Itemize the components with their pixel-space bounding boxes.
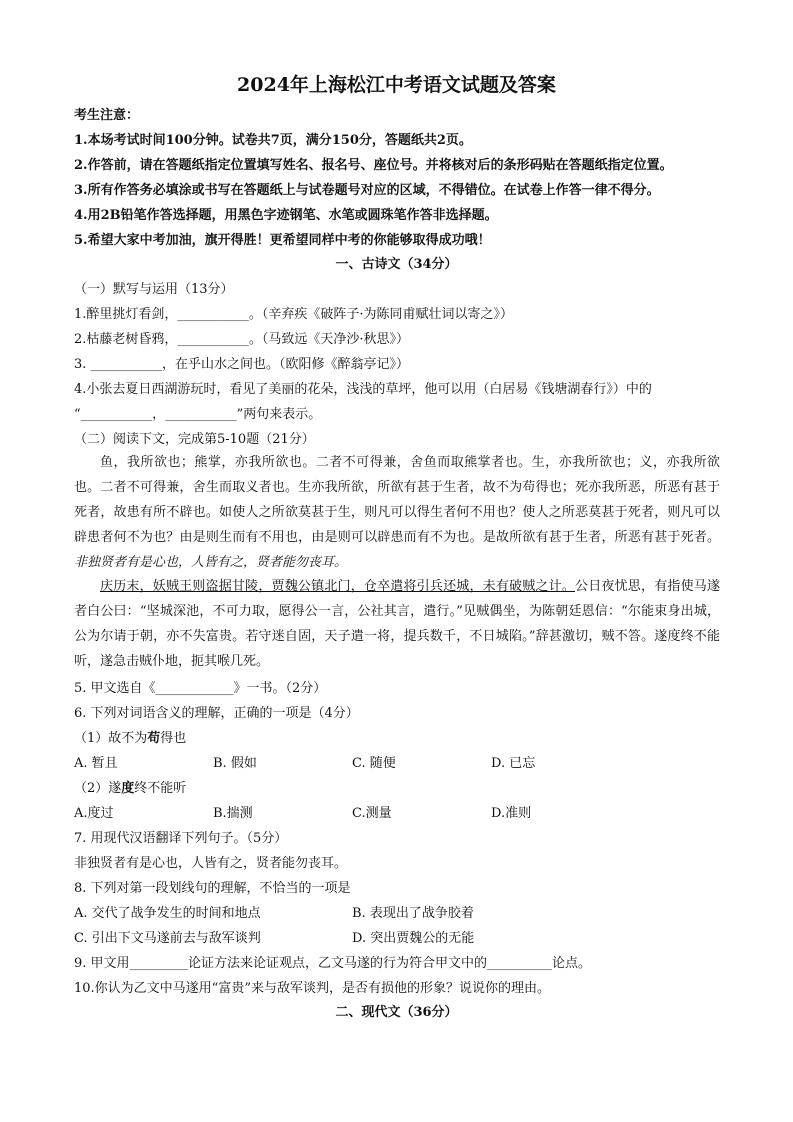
question-1: 1.醉里挑灯看剑，___________。（辛弃疾《破阵子·为陈同甫赋壮词以寄之》）: [74, 307, 514, 322]
passage-a: [74, 451, 720, 576]
option: D. 已忘: [491, 756, 536, 771]
option: D. 突出贾魏公的无能: [352, 931, 475, 946]
question-10: 10.你认为乙文中马遂用“富贵”来与敌军谈判，是否有损他的形象？说说你的理由。: [74, 981, 550, 996]
question-4-line2: “___________，___________”两句来表示。: [74, 407, 322, 422]
option: A. 暂且: [74, 756, 118, 771]
notice-item: 3.所有作答务必填涂或书写在答题纸上与试卷题号对应的区域，不得错位。在试卷上作答一律不得分。: [74, 183, 660, 198]
option: C.测量: [352, 806, 392, 821]
page-title: 2024年上海松江中考语文试题及答案: [237, 74, 556, 96]
option: B.揣测: [213, 806, 253, 821]
option: D.准则: [491, 806, 532, 821]
passage-a-italic: 非独贤者有是心也，人皆有之，贤者能勿丧耳。: [74, 554, 348, 570]
notice-item: 4.用2B铅笔作答选择题，用黑色字迹钢笔、水笔或圆珠笔作答非选择题。: [74, 208, 498, 223]
question-6-1: （1）故不为苟得也: [74, 731, 187, 746]
question-9: 9. 甲文用_________论证方法来论证观点，乙文马遂的行为符合甲文中的__________论点。: [74, 956, 592, 971]
question-7: 7. 用现代汉语翻译下列句子。（5分）: [74, 831, 288, 846]
question-2: 2.枯藤老树昏鸦，___________。（马致远《天净沙·秋思》）: [74, 332, 410, 347]
question-6-2: （2）遂度终不能听: [74, 781, 187, 796]
option: C. 随便: [352, 756, 396, 771]
option: C. 引出下文马遂前去与敌军谈判: [74, 931, 261, 946]
question-4-line1: 4.小张去夏日西湖游玩时，看见了美丽的花朵，浅浅的草坪，他可以用（白居易《钱塘湖春行》）中的: [74, 382, 652, 397]
option: B. 表现出了战争胶着: [352, 906, 474, 921]
question-5: 5. 甲文选自《____________》一书。（2分）: [74, 681, 327, 696]
part-heading: （二）阅读下文，完成第5-10题（21分）: [74, 432, 315, 447]
option: A. 交代了战争发生的时间和地点: [74, 906, 261, 921]
section-heading: 二、现代文（36分）: [335, 1005, 458, 1020]
section-heading: 一、古诗文（34分）: [335, 257, 458, 272]
notice-heading: 考生注意：: [74, 108, 140, 123]
notice-item: 5.希望大家中考加油，旗开得胜！更希望同样中考的你能够取得成功哦！: [74, 233, 491, 248]
part-heading: （一）默写与运用（13分）: [74, 282, 234, 297]
option: B. 假如: [213, 756, 257, 771]
passage-b-underlined: 庆历末，妖贼王则盗据甘陵，贾魏公镇北门，仓卒遣将引兵还城，未有破贼之计。: [100, 579, 576, 594]
question-6: 6. 下列对词语含义的理解，正确的一项是（4分）: [74, 706, 359, 721]
question-3: 3. ___________，在乎山水之间也。（欧阳修《醉翁亭记》）: [74, 357, 410, 372]
question-7-sentence: 非独贤者有是心也，人皆有之，贤者能勿丧耳。: [74, 856, 348, 871]
passage-a-text: 鱼，我所欲也；熊掌，亦我所欲也。二者不可得兼，舍鱼而取熊掌者也。生，亦我所欲也；义，亦我所欲也。二者不可得兼，舍生而取义者也。生亦我所欲，所欲有甚于生者，故不为苟得也；死亦我所恶，所恶有甚于死者，故患有所不辟也。如使人之所欲莫甚于生，则凡可以得生者何不用也？使人之所恶莫甚于死者，则凡可以辟患者何不为也？由是则生而有不用也，由是则可以辟患而有不为也。是故所欲有甚于生者，所恶有甚于死者。: [74, 455, 720, 545]
notice-item: 2.作答前，请在答题纸指定位置填写姓名、报名号、座位号。并将核对后的条形码贴在答题纸指定位置。: [74, 158, 673, 173]
passage-b-text: 公日夜忧思，有指使马遂者白公曰：“坚城深池，不可力取，愿得公一言，公社其言，遣行。”见贼偶坐，为陈朝廷恩信：“尔能束身出城，公为尔请于朝，亦不失富贵。若守迷自固，天子遣一将，提兵数千，不日城陷。”辞甚激切，贼不答。遂度终不能听，遂急击贼仆地，扼其喉几死。: [74, 579, 720, 669]
passage-b: [74, 575, 720, 675]
question-8: 8. 下列对第一段划线句的理解，不恰当的一项是: [74, 881, 351, 896]
notice-item: 1.本场考试时间100分钟。试卷共7页，满分150分，答题纸共2页。: [74, 133, 472, 148]
option: A.度过: [74, 806, 114, 821]
